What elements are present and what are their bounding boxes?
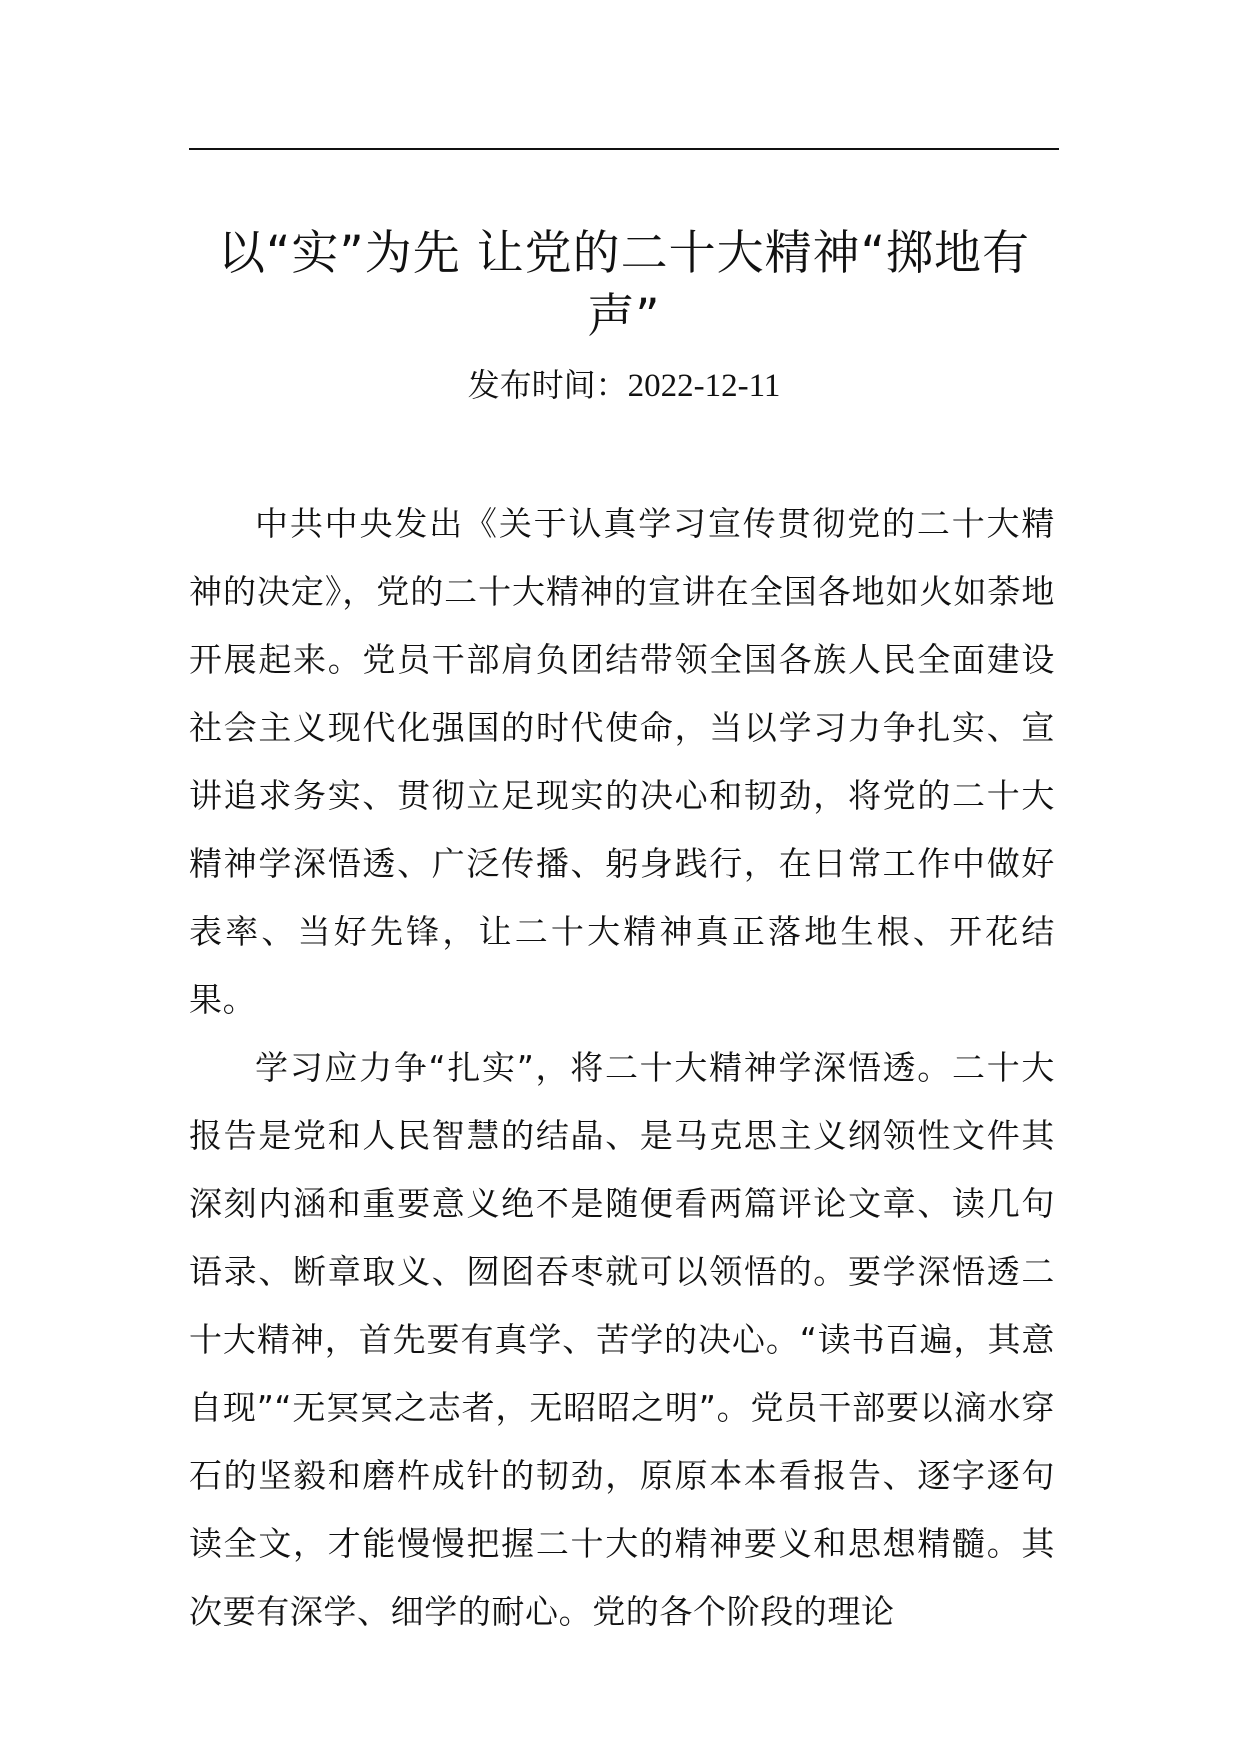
publish-date: 2022-12-11: [627, 368, 781, 404]
paragraph: 中共中央发出《关于认真学习宣传贯彻党的二十大精神的决定》，党的二十大精神的宣讲在全国各地如火如荼地开展起来。党员干部肩负团结带领全国各族人民全面建设社会主义现代化强国的时代使命，当以学习力争扎实、宣讲追求务实、贯彻立足现实的决心和韧劲，将党的二十大精神学深悟透、广泛传播、躬身践行，在日常工作中做好表率、当好先锋，让二十大精神真正落地生根、开花结果。: [189, 504, 1055, 1019]
header-rule: [189, 148, 1059, 150]
publish-label: 发布时间：: [467, 366, 628, 404]
article-body: [189, 490, 1055, 1646]
publish-info: [189, 365, 1059, 406]
article-title: 以“实”为先 让党的二十大精神“掷地有声”: [218, 226, 1030, 344]
paragraph: 学习应力争“扎实”，将二十大精神学深悟透。二十大报告是党和人民智慧的结晶、是马克思主义纲领性文件其深刻内涵和重要意义绝不是随便看两篇评论文章、读几句语录、断章取义、囫囵吞枣就可以领悟的。要学深悟透二十大精神，首先要有真学、苦学的决心。“读书百遍，其意自现”“无冥冥之志者，无昭昭之明”。党员干部要以滴水穿石的坚毅和磨杵成针的韧劲，原原本本看报告、逐字逐句读全文，才能慢慢把握二十大的精神要义和思想精髓。其次要有深学、细学的耐心。党的各个阶段的理论: [189, 1048, 1055, 1631]
